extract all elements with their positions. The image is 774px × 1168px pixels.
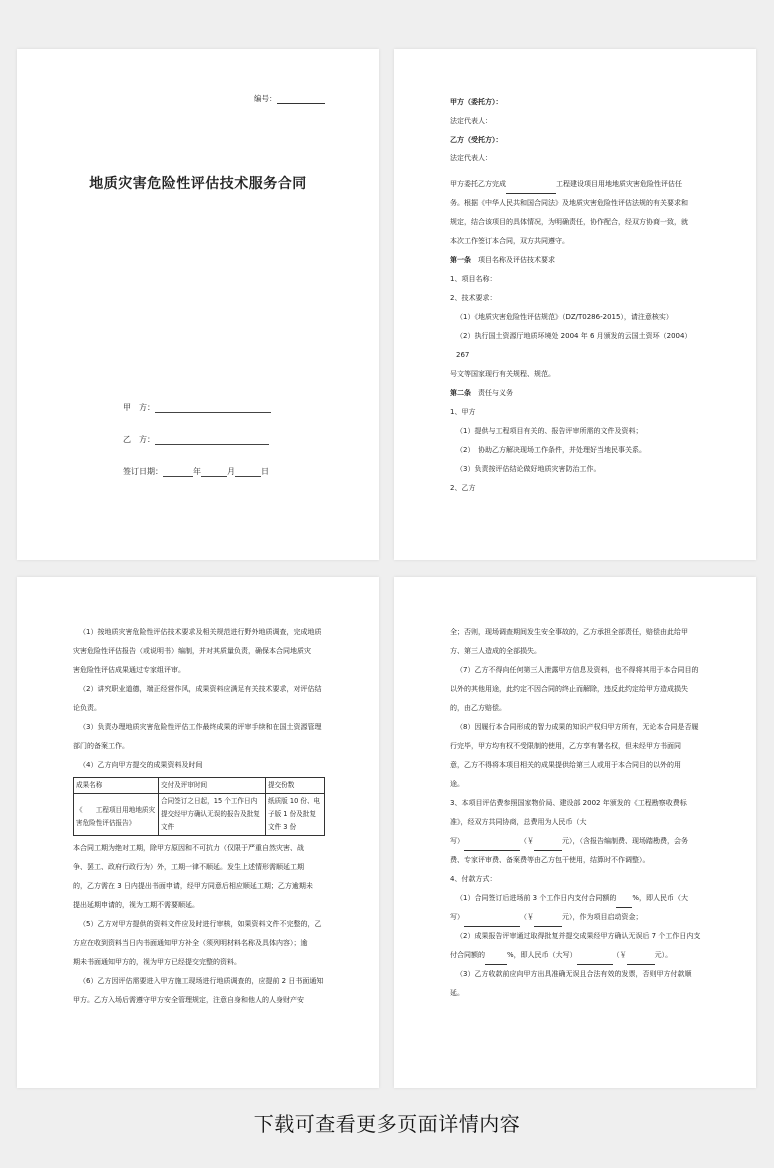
article-2-heading: [450, 384, 700, 403]
text: （￥: [520, 837, 534, 845]
sign-date-label: 签订日期：: [123, 467, 163, 476]
paragraph-line: 害危险性评估成果通过专家组评审。: [73, 666, 185, 674]
contract-page-4: [394, 577, 756, 1088]
article-1-heading: [450, 251, 700, 270]
fee-line: [450, 832, 702, 851]
party-a-heading: 甲方（委托方）：: [450, 98, 503, 106]
list-item: （2）执行国土资源厅地质环境处 2004 年 6 月颁发的云国土资环（2004）267: [456, 331, 692, 359]
list-item: （1）《地质灾害危险性评估规范》（DZ/T0286-2015），请注意核实）: [456, 312, 673, 321]
list-item: 1、甲方: [450, 407, 476, 416]
list-item: （1）提供与工程项目有关的、报告评审所需的文件及资料；: [456, 426, 643, 435]
table-row: [74, 794, 325, 836]
article-title: 项目名称及评估技术要求: [478, 255, 555, 264]
amount-blank: [464, 918, 520, 927]
paragraph-line: 途。: [450, 780, 464, 788]
paragraph-line: 部门的备案工作。: [73, 742, 129, 750]
day-blank: [235, 466, 261, 477]
payment-line: [450, 889, 702, 908]
table-header: 提交份数: [266, 778, 325, 794]
contract-page-2: [394, 49, 756, 560]
text: 元）。: [654, 951, 673, 959]
paragraph-line: 的，由乙方赔偿。: [450, 704, 506, 712]
paragraph-line: 意，乙方不得将本项目相关的成果提供给第三人或用于本合同目的以外的用: [450, 761, 681, 769]
paragraph-line: （3）负责办理地质灾害危险性评估工作最终成果的评审手续和在国土资源管理: [79, 723, 322, 731]
paragraph-line: （8）因履行本合同形成的智力成果的知识产权归甲方所有，无论本合同是否履: [456, 723, 699, 731]
paragraph-line: 3、本项目评估费参照国家物价局、建设部 2002 年颁发的《工程勘察收费标: [450, 799, 687, 807]
page-2-body: [450, 95, 700, 498]
paragraph-line: （6）乙方因评估需要进入甲方施工现场进行地质调查的，应提前 2 日书面通知: [79, 977, 324, 985]
table-header: 交付及评审时间: [159, 778, 266, 794]
paragraph-line: （4）乙方向甲方提交的成果资料及时间: [79, 761, 203, 769]
paragraph-line: 行完毕，甲方均有权不受限制的使用，乙方享有署名权，但未经甲方书面同: [450, 742, 681, 750]
project-blank: [506, 185, 556, 194]
month-label: 月: [227, 467, 235, 476]
paragraph-line: 以外的其他用途，此约定不因合同的终止而解除，违反此约定给甲方造成损失: [450, 685, 688, 693]
text: 写）: [450, 913, 464, 921]
text: %，即人民币（大: [632, 894, 689, 902]
amount-blank: [464, 842, 520, 851]
percent-blank: [485, 956, 507, 965]
sign-date: [123, 466, 269, 477]
paragraph-line: 费、专家评审费、备案费等由乙方包干使用，结算时不作调整）。: [450, 856, 650, 864]
paragraph-line: 甲方。乙方入场后需遵守甲方安全管理规定，注意自身和他人的人身财产安: [73, 996, 304, 1004]
party-b-blank: [155, 434, 269, 445]
paragraph-line: 4、付款方式：: [450, 875, 497, 883]
paragraph-line: 方应在收到资料当日内书面通知甲方补全（须列明材料名称及具体内容）；逾: [73, 939, 308, 947]
text: 元），作为项目启动资金；: [562, 913, 643, 921]
text: 元），（含报告编制费、现场踏勘费，会务: [562, 837, 688, 845]
list-item: （3）负责按评估结论做好地质灾害防治工作。: [456, 464, 601, 473]
rep-a: 法定代表人：: [450, 117, 492, 125]
contract-title: 地质灾害危险性评估技术服务合同: [89, 176, 307, 192]
page-4-body: [450, 623, 702, 1003]
text: （1）合同签订后进场前 3 个工作日内支付合同额的: [456, 894, 617, 902]
text: （￥: [520, 913, 534, 921]
page-3-body: [73, 623, 325, 1010]
contract-page-3: [17, 577, 379, 1088]
paragraph-line: 方、第三人造成的全部损失。: [450, 647, 541, 655]
text: %，即人民币（大写）: [507, 951, 577, 959]
paragraph-line: （3）乙方收款前应向甲方出具准确无误且合法有效的发票，否则甲方付款顺: [456, 970, 692, 978]
party-b-signature: [123, 434, 269, 445]
article-label: 第一条: [450, 255, 471, 264]
list-item: 2、技术要求：: [450, 293, 497, 302]
paragraph-line: 提出延期申请的，视为工期不需要顺延。: [73, 901, 199, 909]
paragraph-line: 争、罢工、政府行政行为）外，工期一律不顺延。发生上述情形需顺延工期: [73, 863, 304, 871]
year-blank: [163, 466, 193, 477]
amount-blank: [534, 918, 562, 927]
download-more-caption[interactable]: 下载可查看更多页面详情内容: [253, 1112, 521, 1136]
intro-line: 规定，结合该项目的具体情况，为明确责任，协作配合，经双方协商一致，就: [450, 217, 688, 226]
paragraph-line: 本合同工期为绝对工期，除甲方原因和不可抗力（仅限于严重自然灾害、战: [73, 844, 304, 852]
article-title: 责任与义务: [478, 388, 513, 397]
text: 写）: [450, 837, 464, 845]
paragraph-line: 论负责。: [73, 704, 101, 712]
rep-b: 法定代表人：: [450, 154, 492, 162]
paragraph-line: （2）成果报告评审通过取得批复并提交成果经甲方确认无误后 7 个工作日内支: [456, 932, 701, 940]
party-b-label: 乙 方：: [123, 435, 155, 444]
paragraph-line: （5）乙方对甲方提供的资料文件应及时进行审核，如果资料文件不完整的，乙: [79, 920, 322, 928]
percent-blank: [616, 899, 632, 908]
table-header-row: [74, 778, 325, 794]
text: （￥: [612, 951, 627, 959]
paragraph-line: （7）乙方不得向任何第三人泄露甲方信息及资料，也不得将其用于本合同目的: [456, 666, 699, 674]
payment-line: [450, 908, 702, 927]
party-a-blank: [155, 402, 271, 413]
year-label: 年: [193, 467, 201, 476]
table-cell: 纸质版 10 份、电子版 1 份及批复文件 3 份: [266, 794, 325, 836]
amount-blank: [534, 842, 562, 851]
table-cell: 合同签订之日起，15 个工作日内提交经甲方确认无误的报告及批复文件: [159, 794, 266, 836]
payment-line: [450, 946, 702, 965]
paragraph-line: 延。: [450, 989, 464, 997]
contract-number: [254, 93, 325, 104]
number-blank: [277, 94, 325, 104]
intro-part-1: 甲方委托乙方完成: [450, 179, 506, 188]
intro-line: 本次工作签订本合同，双方共同遵守。: [450, 236, 569, 245]
paragraph-line: （1）按地质灾害危险性评估技术要求及相关规范进行野外地质调查，完成地质: [79, 628, 322, 636]
intro-line: [450, 175, 700, 194]
paragraph-line: 的，乙方需在 3 日内提出书面申请，经甲方同意后相应顺延工期；乙方逾期未: [73, 882, 313, 890]
paragraph-line: 期未书面通知甲方的，视为甲方已经提交完整的资料。: [73, 958, 241, 966]
party-a-signature: [123, 402, 271, 413]
paragraph-line: 准》，经双方共同协商，总费用为人民币（大: [450, 818, 587, 826]
table-cell: 《 工程项目用地地质灾害危险性评估报告》: [74, 794, 159, 836]
article-label: 第二条: [450, 388, 471, 397]
list-item: （2） 协助乙方解决现场工作条件，并处理好当地民事关系。: [456, 445, 646, 454]
intro-line: 务。根据《中华人民共和国合同法》及地质灾害危险性评估法规的有关要求和: [450, 198, 688, 207]
deliverables-table: [73, 777, 325, 836]
month-blank: [201, 466, 227, 477]
paragraph-line: 全；否则，现场调查期间发生安全事故的，乙方承担全部责任，赔偿由此给甲: [450, 628, 688, 636]
party-a-label: 甲 方：: [123, 403, 155, 412]
contract-cover-page: [17, 49, 379, 560]
number-label: 编号：: [254, 94, 277, 103]
paragraph-line: （2）讲究职业道德，端正经营作风，成果资料应满足有关技术要求，对评估结: [79, 685, 322, 693]
intro-part-2: 工程建设项目用地地质灾害危险性评估任: [556, 179, 682, 188]
table-header: 成果名称: [74, 778, 159, 794]
text: 付合同额的: [450, 951, 485, 959]
list-item: 号文等国家现行有关规程、规范。: [450, 369, 555, 378]
party-b-heading: 乙方（受托方）：: [450, 135, 503, 144]
amount-blank: [627, 956, 655, 965]
day-label: 日: [261, 467, 269, 476]
paragraph-line: 灾害危险性评估报告（或说明书）编制，并对其质量负责，确保本合同地质灾: [73, 647, 311, 655]
list-item: 1、项目名称：: [450, 274, 497, 283]
amount-blank: [577, 956, 613, 965]
list-item: 2、乙方: [450, 483, 476, 492]
